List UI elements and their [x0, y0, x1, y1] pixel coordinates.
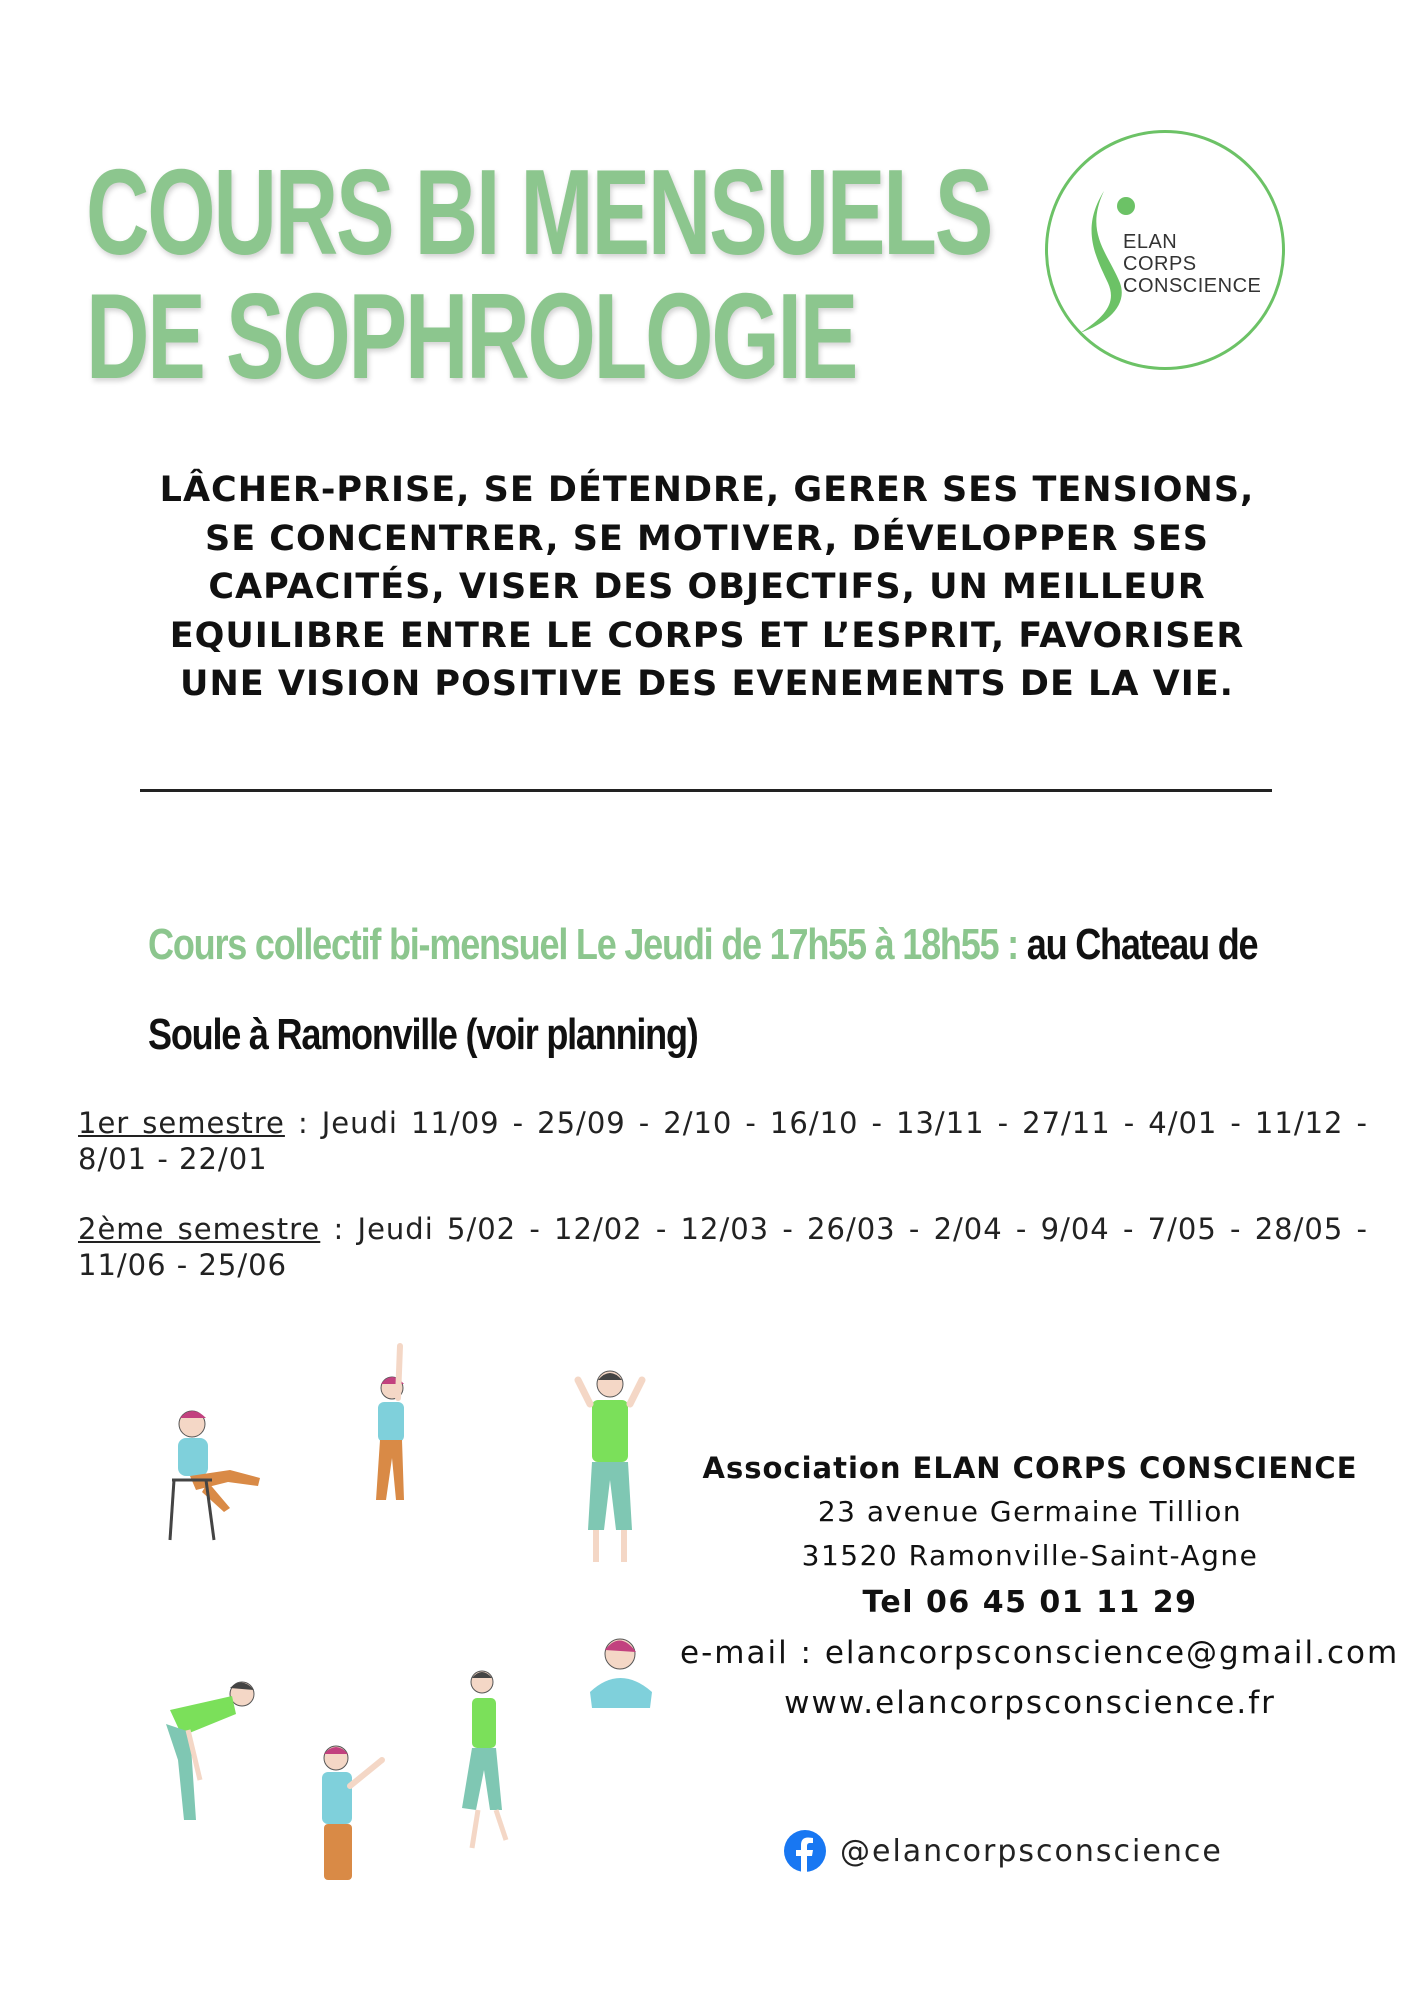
intro-text: LÂCHER-PRISE, SE DÉTENDRE, GERER SES TENSIONS, SE CONCENTRER, SE MOTIVER, DÉVELOPPER SES CAPACITÉS, VISER DES OBJECTIFS, UN MEILLEUR EQUILIBRE ENTRE LE CORPS ET L’ESPRIT, FAVORISER UNE VISION POSITIVE DES EVENEMENTS DE LA VIE. — [159, 470, 1255, 704]
figure-pointing — [322, 1746, 382, 1880]
social-handle: @elancorpsconscience — [840, 1833, 1223, 1869]
facebook-icon — [784, 1830, 826, 1872]
figure-bust — [590, 1639, 652, 1708]
semester-dates: : Jeudi 5/02 - 12/02 - 12/03 - 26/03 - 2/04 - 9/04 - 7/05 - 28/05 - 11/06 - 25/06 — [78, 1212, 1368, 1282]
page-title — [86, 144, 992, 404]
title-line-2: DE SOPHROLOGIE — [86, 268, 857, 404]
semester-dates: : Jeudi 11/09 - 25/09 - 2/10 - 16/10 - 13/11 - 27/11 - 4/01 - 11/12 - 8/01 - 22/01 — [78, 1106, 1368, 1176]
address-line-1: 23 avenue Germaine Tillion — [817, 1495, 1243, 1528]
semester-label: 1er semestre — [78, 1106, 285, 1140]
email-link[interactable]: e-mail : elancorpsconscience@gmail.com — [680, 1635, 1400, 1671]
course-info — [148, 900, 1257, 1080]
logo-text: ELAN CORPS CONSCIENCE — [1123, 231, 1262, 297]
semester-1 — [78, 1105, 1368, 1177]
title-line-1: COURS BI MENSUELS — [86, 144, 992, 280]
figure-man-standing — [578, 1371, 642, 1562]
phone-number[interactable]: Tel 06 45 01 11 29 — [862, 1585, 1198, 1620]
association-name: Association ELAN CORPS CONSCIENCE — [702, 1451, 1358, 1485]
exercise-illustrations — [160, 1340, 700, 1910]
divider — [140, 789, 1272, 792]
figure-seated — [170, 1411, 260, 1540]
course-schedule: Cours collectif bi-mensuel Le Jeudi de 17h55 à 18h55 : — [148, 920, 1018, 969]
semester-2 — [78, 1211, 1368, 1283]
figure-arm-raised — [376, 1346, 404, 1500]
logo — [1045, 130, 1285, 370]
facebook-link[interactable] — [784, 1830, 1223, 1872]
semester-label: 2ème semestre — [78, 1212, 321, 1246]
address-line-2: 31520 Ramonville-Saint-Agne — [801, 1539, 1259, 1572]
contact-block — [680, 1446, 1400, 1728]
figure-bending — [166, 1682, 254, 1820]
course-location-1: au Chateau de — [1026, 920, 1258, 969]
figure-walking — [462, 1671, 506, 1848]
website-link[interactable]: www.elancorpsconscience.fr — [784, 1685, 1276, 1721]
course-location-2: Soule à Ramonville (voir planning) — [148, 1010, 698, 1059]
